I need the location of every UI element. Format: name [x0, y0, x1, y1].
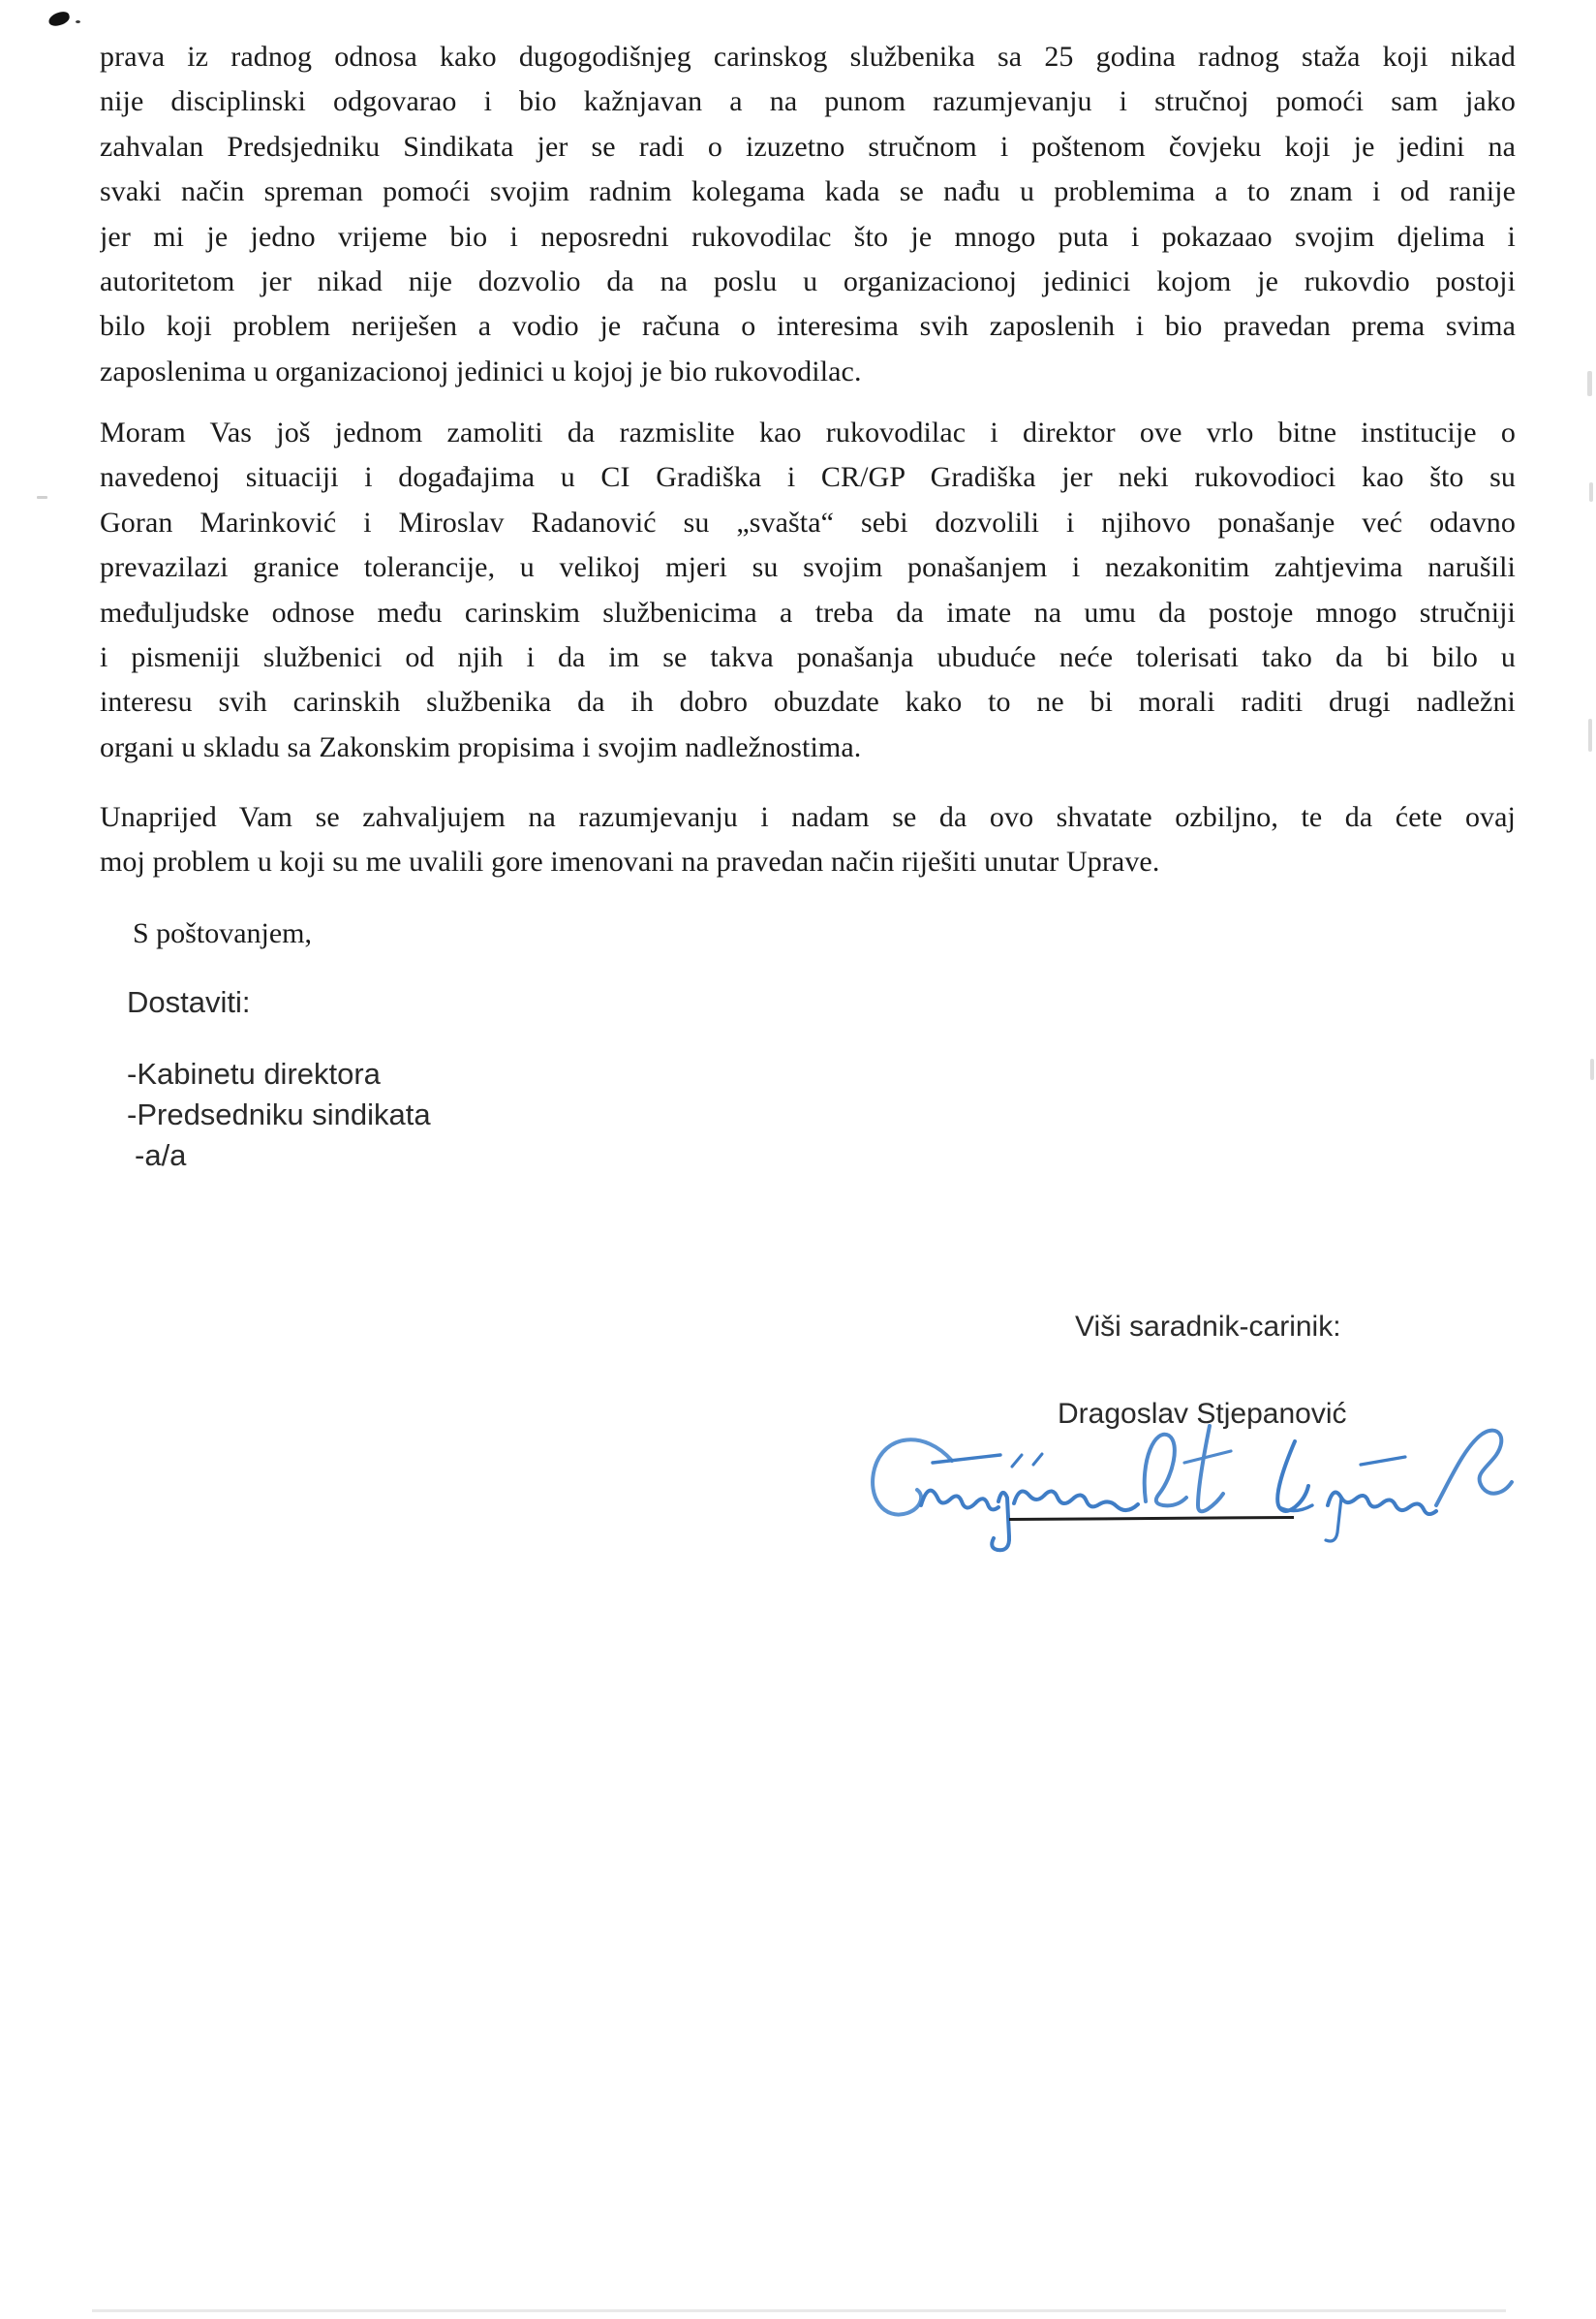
distribution-item: -Predsedniku sindikata	[127, 1098, 431, 1131]
text-line: Moram Vas još jednom zamoliti da razmislite kao rukovodilac i direktor ove vrlo bitne institucije o	[100, 417, 1516, 448]
text-line: svaki način spreman pomoći svojim radnim kolegama kada se nađu u problemima a to znam i od ranije	[100, 175, 1516, 208]
text-line: moj problem u koji su me uvalili gore imenovani na pravedan način riješiti unutar Uprave.	[100, 846, 1160, 879]
text-line: jer mi je jedno vrijeme bio i neposredni rukovodilac što je mnogo puta i pokazaao svojim djelima i	[100, 220, 1516, 253]
signer-role: Viši saradnik-carinik:	[1075, 1311, 1341, 1343]
signer-name: Dragoslav Stjepanović	[1058, 1398, 1347, 1430]
scan-artifact	[1588, 719, 1592, 752]
handwritten-signature	[857, 1412, 1525, 1567]
ink-blot-dot	[76, 20, 80, 23]
distribution-item: -Kabinetu direktora	[127, 1057, 381, 1091]
text-line: autoritetom jer nikad nije dozvolio da na poslu u organizacionoj jedinici kojom je rukovdio postoji	[100, 264, 1516, 297]
scan-artifact	[1589, 482, 1593, 502]
text-line: Goran Marinković i Miroslav Radanović su „svašta“ sebi dozvolili i njihovo ponašanje već odavno	[100, 506, 1516, 539]
closing-salutation: S poštovanjem,	[133, 917, 312, 949]
text-line: organi u skladu sa Zakonskim propisima i svojim nadležnostima.	[100, 730, 862, 763]
text-line: nije disciplinski odgovarao i bio kažnjavan a na punom razumjevanju i stručnoj pomoći sam jako	[100, 85, 1516, 118]
text-line: i pismeniji službenici od njih i da im se takva ponašanja ubuduće neće tolerisati tako da bi bilo u	[100, 640, 1516, 673]
paragraph	[100, 795, 1516, 885]
text-line: zahvalan Predsjedniku Sindikata jer se radi o izuzetno stručnom i poštenom čovjeku koji je jedini na	[100, 130, 1516, 163]
paragraph	[100, 35, 1516, 394]
distribution-item: -a/a	[135, 1138, 187, 1172]
text-line: prevazilazi granice tolerancije, u velikoj mjeri su svojim ponašanjem i nezakonitim zahtjevima narušili	[100, 551, 1516, 584]
paragraph	[100, 411, 1516, 770]
scan-artifact	[37, 496, 47, 499]
text-line: zaposlenima u organizacionoj jedinici u kojoj je bio rukovodilac.	[100, 355, 862, 387]
text-line: bilo koji problem neriješen a vodio je računa o interesima svih zaposlenih i bio pravedan prema svima	[100, 310, 1516, 343]
text-line: navedenoj situaciji i događajima u CI Gradiška i CR/GP Gradiška jer neki rukovodioci kao što su	[100, 461, 1516, 494]
ink-blot	[47, 11, 71, 28]
text-line: Unaprijed Vam se zahvaljujem na razumjevanju i nadam se da ovo shvatate ozbiljno, te da ćete ovaj	[100, 801, 1516, 833]
text-line: međuljudske odnose među carinskim službenicima a treba da imate na umu da postoje mnogo stručniji	[100, 596, 1516, 629]
text-line: prava iz radnog odnosa kako dugogodišnjeg carinskog službenika sa 25 godina radnog staža koji nikad	[100, 41, 1516, 73]
text-line: interesu svih carinskih službenika da ih dobro obuzdate kako to ne bi morali raditi drugi nadležni	[100, 686, 1516, 719]
distribution-heading: Dostaviti:	[127, 985, 251, 1019]
distribution-list	[127, 1054, 431, 1176]
scan-artifact	[92, 2309, 1506, 2312]
scan-artifact	[1587, 371, 1592, 396]
scan-artifact	[1590, 1059, 1594, 1080]
